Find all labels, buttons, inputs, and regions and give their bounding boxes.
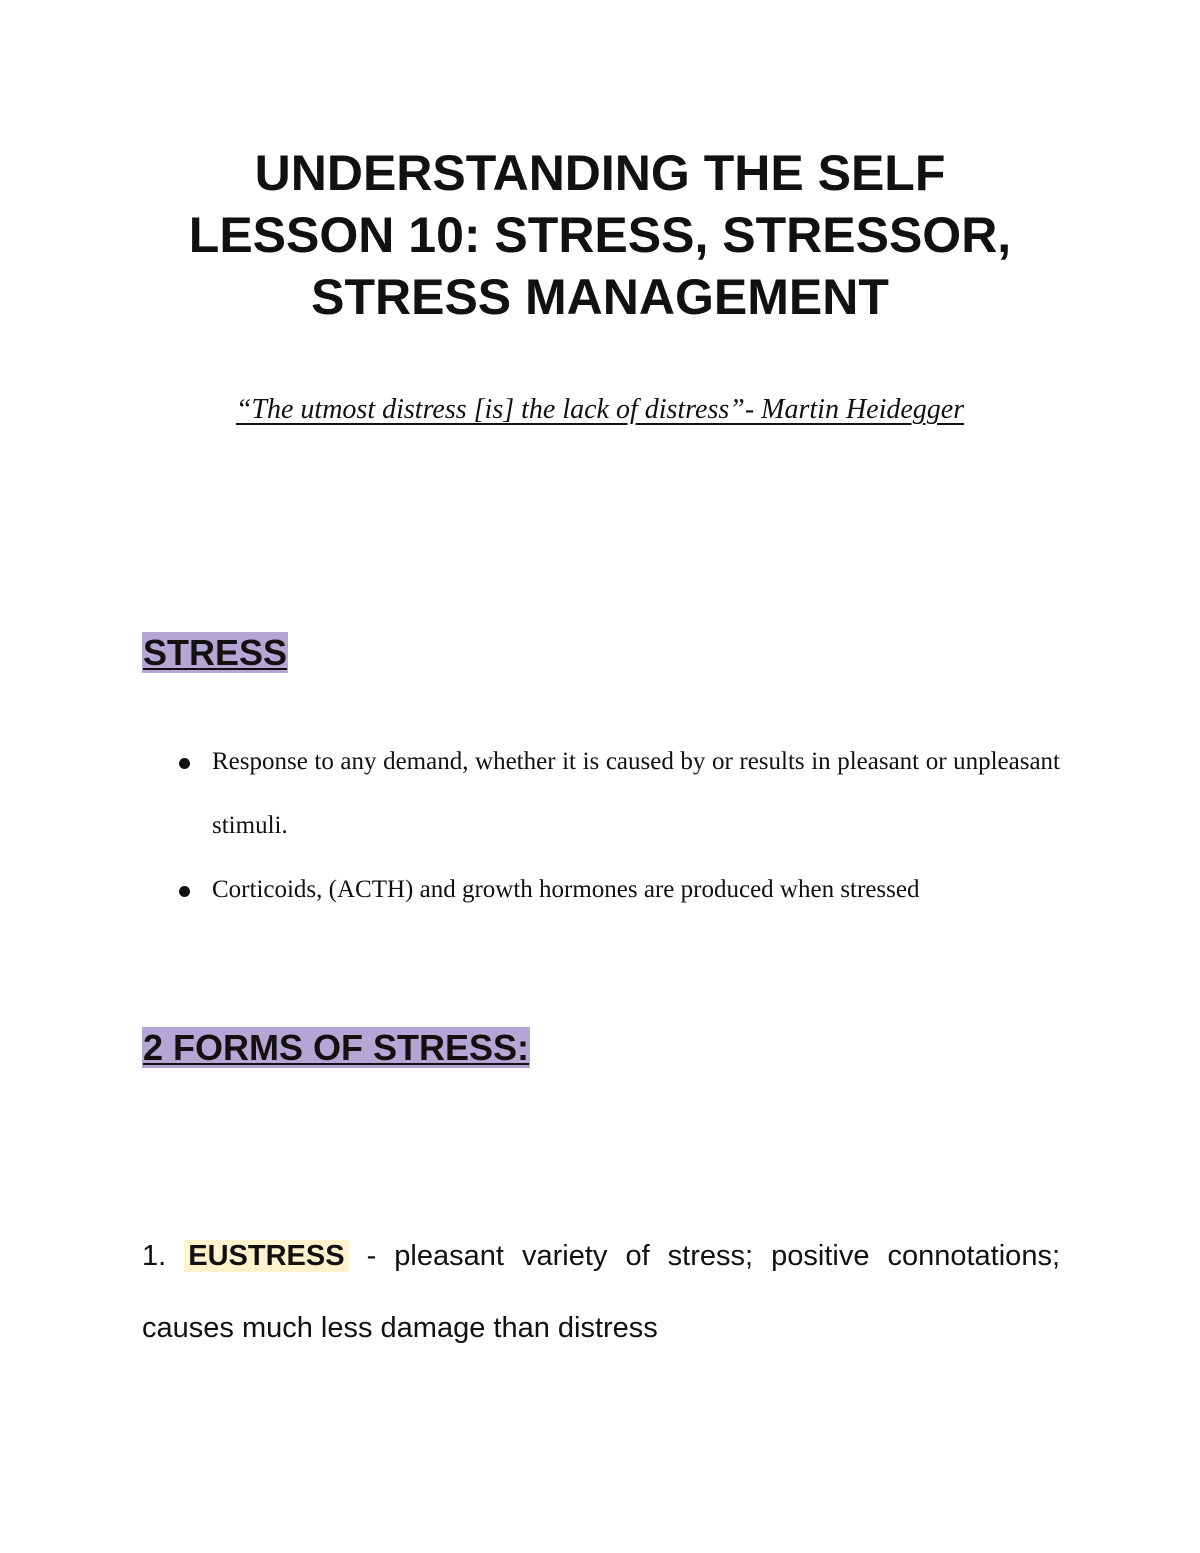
forms-heading-text: 2 FORMS OF STRESS: [143,1027,530,1068]
title-line-2: LESSON 10: STRESS, STRESSOR, [188,207,1012,263]
section-heading-stress [142,630,288,676]
stress-bullet-list [170,730,1060,922]
bullet-text: Corticoids, (ACTH) and growth hormones are produced when stressed [212,876,920,903]
list-item [170,730,1060,858]
epigraph-quote [0,392,1200,428]
bullet-text: Response to any demand, whether it is caused by or results in pleasant or unpleasant stimuli. [212,748,1060,839]
title-line-1: UNDERSTANDING THE SELF [254,145,946,201]
eustress-definition: - pleasant variety of stress; positive connotations; causes much less damage than distress [142,1240,1060,1344]
eustress-paragraph [142,1220,1060,1364]
bullet-icon [179,886,190,897]
title-line-3: STRESS MANAGEMENT [311,269,889,325]
stress-heading-text: STRESS [143,632,288,673]
item-number: 1. [142,1240,167,1272]
list-item [170,858,1060,922]
eustress-term: EUSTRESS [184,1240,348,1272]
page-title [0,142,1200,328]
section-heading-forms [142,1025,530,1071]
bullet-icon [179,758,190,769]
quote-text: “The utmost distress [is] the lack of distress”- Martin Heidegger [235,394,965,425]
